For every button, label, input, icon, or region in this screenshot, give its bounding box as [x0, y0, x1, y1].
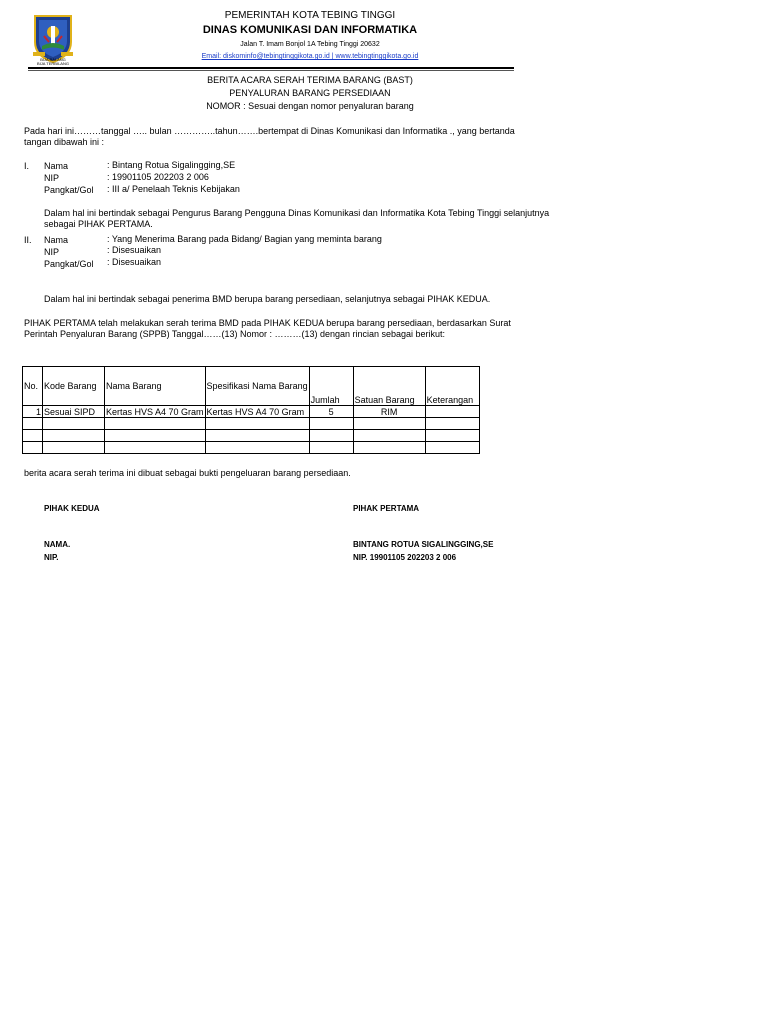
col-header-jumlah: Jumlah — [309, 367, 353, 406]
letterhead-government: PEMERINTAH KOTA TEBING TINGGI — [224, 10, 396, 21]
cell-nama: Kertas HVS A4 70 Gram — [106, 407, 204, 417]
party1-nama-value: : Bintang Rotua Sigalingging,SE — [107, 160, 236, 170]
doc-title-line-2: PENYALURAN BARANG PERSEDIAAN — [229, 88, 391, 98]
party2-nip-label: NIP — [44, 247, 60, 257]
party2-nip-value: : Disesuaikan — [107, 245, 162, 255]
signature-left-name: NAMA. — [44, 540, 71, 549]
col-header-spesifikasi: Spesifikasi Nama Barang — [205, 367, 309, 406]
signature-right-title: PIHAK PERTAMA — [353, 504, 420, 513]
signature-left-title: PIHAK KEDUA — [44, 504, 100, 513]
cell-jumlah: 5 — [309, 406, 353, 418]
col-header-satuan: Satuan Barang — [353, 367, 425, 406]
logo-caption-2: BIJA TERBILANG — [37, 61, 69, 66]
table-row-empty — [23, 442, 480, 454]
party1-nama-label: Nama — [44, 161, 69, 171]
signature-right-nip: NIP. 19901105 202203 2 006 — [353, 553, 457, 562]
party2-description: Dalam hal ini bertindak sebagai penerima BMD berupa barang persediaan, selanjutnya sebagai PIHAK KEDUA. — [44, 294, 491, 304]
doc-title-line-3: NOMOR : Sesuai dengan nomor penyaluran barang — [206, 101, 414, 111]
col-header-nama: Nama Barang — [105, 367, 206, 406]
cell-no: 1 — [23, 406, 43, 418]
letterhead-rule-thick — [28, 67, 514, 69]
col-header-kode: Kode Barang — [43, 367, 105, 406]
handover-paragraph: PIHAK PERTAMA telah melakukan serah terima BMD pada PIHAK KEDUA berupa barang persediaan, berdasarkan Surat Perintah Penyaluran Barang (SPPB) Tanggal……(13) Nomor : ………(13) dengan rincian sebagai berikut: — [24, 318, 511, 339]
letterhead-address: Jalan T. Imam Bonjol 1A Tebing Tinggi 20632 — [240, 41, 380, 48]
cell-kode: Sesuai SIPD — [43, 406, 105, 418]
signature-left-nip: NIP. — [44, 553, 59, 562]
logo-caption-1: BIJA BALANG — [40, 57, 66, 62]
letterhead-contact-link[interactable]: Email: diskominfo@tebingtinggikota.go.id | www.tebingtinggikota.go.id — [201, 53, 419, 60]
letterhead-rule-thin — [28, 70, 514, 71]
col-header-no: No. — [23, 367, 43, 406]
table-row-empty — [23, 418, 480, 430]
items-table — [22, 366, 480, 454]
party1-nip-value: : 19901105 202203 2 006 — [107, 172, 209, 182]
party2-nama-label: Nama — [44, 235, 69, 245]
party1-number: I. — [24, 161, 30, 171]
doc-title-line-1: BERITA ACARA SERAH TERIMA BARANG (BAST) — [207, 75, 413, 85]
party2-pangkat-label: Pangkat/Gol — [44, 259, 94, 269]
cell-spesifikasi: Kertas HVS A4 70 Gram — [205, 406, 309, 418]
signature-right-name: BINTANG ROTUA SIGALINGGING,SE — [353, 540, 494, 549]
party2-pangkat-value: : Disesuaikan — [107, 257, 162, 267]
col-header-keterangan: Keterangan — [425, 367, 479, 406]
table-row — [23, 406, 480, 418]
cell-satuan: RIM — [353, 406, 425, 418]
party1-pangkat-label: Pangkat/Gol — [44, 185, 94, 195]
intro-paragraph: Pada hari ini………tanggal ….. bulan …………..tahun…….bertempat di Dinas Komunikasi dan Informatika ., yang bertanda tangan dibawah ini : — [24, 126, 515, 147]
items-table-header — [23, 367, 480, 406]
letterhead-agency: DINAS KOMUNIKASI DAN INFORMATIKA — [202, 24, 418, 36]
table-row-empty — [23, 430, 480, 442]
party1-nip-label: NIP — [44, 173, 60, 183]
party2-number: II. — [24, 235, 32, 245]
party1-pangkat-value: : III a/ Penelaah Teknis Kebijakan — [107, 184, 240, 194]
party2-nama-value: : Yang Menerima Barang pada Bidang/ Bagian yang meminta barang — [107, 234, 382, 244]
party1-description: Dalam hal ini bertindak sebagai Pengurus Barang Pengguna Dinas Komunikasi dan Informatika Kota Tebing Tinggi selanjutnya sebagai PIHAK PERTAMA. — [44, 208, 550, 229]
cell-keterangan — [425, 406, 479, 418]
closing-statement: berita acara serah terima ini dibuat sebagai bukti pengeluaran barang persediaan. — [24, 468, 351, 478]
